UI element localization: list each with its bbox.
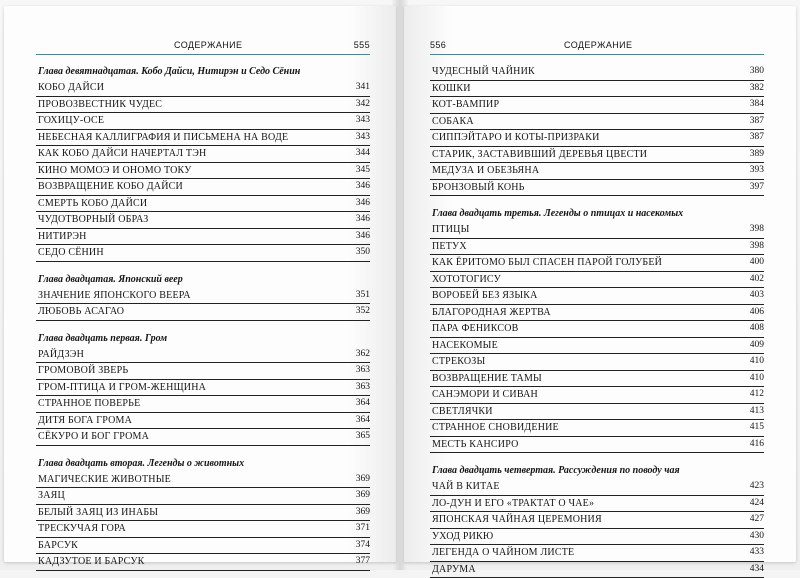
entry-page-number: 387 [750,114,764,129]
entry-title: ГОХИЦУ-ОСЕ [38,113,104,128]
toc-entry [36,429,370,446]
toc-section [36,64,370,262]
entry-title: МАГИЧЕСКИЕ ЖИВОТНЫЕ [38,472,171,487]
entry-title: ЗАЯЦ [38,488,65,503]
header-title: СОДЕРЖАНИЕ [174,40,242,50]
toc-entry [430,272,764,289]
entry-title: БАРСУК [38,538,78,553]
entry-title: СИППЭЙТАРО И КОТЫ-ПРИЗРАКИ [432,130,600,145]
toc-entry [430,479,764,496]
entry-title: ДИТЯ БОГА ГРОМА [38,413,132,428]
entry-page-number: 393 [750,163,764,178]
entry-page-number: 423 [750,479,764,494]
entry-page-number: 397 [750,180,764,195]
entry-title: НИТИРЭН [38,229,87,244]
entry-page-number: 374 [356,538,370,553]
entry-title: КАДЗУТОЕ И БАРСУК [38,554,145,569]
toc-entry [430,354,764,371]
toc-entry [430,130,764,147]
chapter-heading: Глава двадцатая. Японский веер [36,272,370,288]
entry-title: НЕБЕСНАЯ КАЛЛИГРАФИЯ И ПИСЬМЕНА НА ВОДЕ [38,130,288,145]
left-page [4,6,396,562]
toc-entry [430,545,764,562]
toc-entry [36,245,370,262]
entry-page-number: 382 [750,81,764,96]
entry-page-number: 415 [750,420,764,435]
toc-entry [36,521,370,538]
entry-page-number: 364 [356,413,370,428]
entry-page-number: 406 [750,305,764,320]
toc-entry [36,288,370,305]
toc-entry [430,437,764,454]
toc-entry [36,554,370,571]
toc-entry [36,347,370,364]
entry-title: КИНО МОМОЭ И ОНОМО ТОКУ [38,163,192,178]
toc-entry [36,538,370,555]
page-number: 555 [354,40,370,50]
entry-page-number: 342 [356,97,370,112]
entry-title: СТАРИК, ЗАСТАВИВШИЙ ДЕРЕВЬЯ ЦВЕСТИ [432,147,647,162]
entry-page-number: 433 [750,545,764,560]
entry-page-number: 346 [356,212,370,227]
toc-entry [36,80,370,97]
entry-page-number: 363 [356,380,370,395]
entry-page-number: 369 [356,488,370,503]
entry-page-number: 343 [356,113,370,128]
table-of-contents [430,64,764,578]
entry-page-number: 365 [356,429,370,444]
entry-title: УХОД РИКЮ [432,529,493,544]
entry-title: БЕЛЫЙ ЗАЯЦ ИЗ ИНАБЫ [38,505,158,520]
entry-title: ПТИЦЫ [432,222,470,237]
toc-entry [36,113,370,130]
chapter-heading: Глава двадцать первая. Гром [36,331,370,347]
toc-section [36,272,370,321]
toc-entry [36,304,370,321]
toc-entry [36,472,370,489]
entry-page-number: 363 [356,363,370,378]
running-header [430,40,764,54]
toc-entry [430,222,764,239]
toc-entry [430,404,764,421]
toc-entry [430,114,764,131]
toc-entry [430,239,764,256]
entry-page-number: 430 [750,529,764,544]
toc-entry [36,146,370,163]
entry-page-number: 402 [750,272,764,287]
header-rule [36,54,370,55]
entry-title: ПРОВОЗВЕСТНИК ЧУДЕС [38,97,162,112]
entry-title: ЯПОНСКАЯ ЧАЙНАЯ ЦЕРЕМОНИЯ [432,512,602,527]
toc-entry [36,488,370,505]
toc-entry [36,196,370,213]
toc-entry [430,180,764,197]
entry-title: ГРОМ-ПТИЦА И ГРОМ-ЖЕНЩИНА [38,380,206,395]
entry-page-number: 377 [356,554,370,569]
table-of-contents [36,64,370,571]
entry-page-number: 345 [356,163,370,178]
entry-title: ВОЗВРАЩЕНИЕ КОБО ДАЙСИ [38,179,183,194]
entry-page-number: 343 [356,130,370,145]
entry-title: ДАРУМА [432,562,476,577]
toc-entry [36,505,370,522]
toc-entry [430,147,764,164]
toc-entry [36,380,370,397]
entry-page-number: 364 [356,396,370,411]
entry-title: СОБАКА [432,114,474,129]
toc-entry [430,529,764,546]
toc-entry [36,396,370,413]
entry-page-number: 351 [356,288,370,303]
toc-entry [430,338,764,355]
chapter-heading: Глава двадцать четвертая. Рассуждения по поводу чая [430,463,764,479]
entry-page-number: 434 [750,562,764,577]
entry-page-number: 350 [356,245,370,260]
toc-entry [36,212,370,229]
entry-page-number: 408 [750,321,764,336]
entry-page-number: 387 [750,130,764,145]
toc-section [430,463,764,578]
entry-page-number: 362 [356,347,370,362]
toc-entry [430,387,764,404]
entry-title: ЛЕГЕНДА О ЧАЙНОМ ЛИСТЕ [432,545,574,560]
entry-title: БРОНЗОВЫЙ КОНЬ [432,180,525,195]
toc-entry [430,496,764,513]
entry-page-number: 398 [750,239,764,254]
header-title: СОДЕРЖАНИЕ [564,40,632,50]
entry-title: КАК ЁРИТОМО БЫЛ СПАСЕН ПАРОЙ ГОЛУБЕЙ [432,255,662,270]
toc-entry [36,229,370,246]
entry-title: ЗНАЧЕНИЕ ЯПОНСКОГО ВЕЕРА [38,288,191,303]
chapter-heading: Глава двадцать вторая. Легенды о животных [36,456,370,472]
entry-page-number: 369 [356,472,370,487]
entry-page-number: 409 [750,338,764,353]
entry-title: СВЕТЛЯЧКИ [432,404,493,419]
entry-page-number: 389 [750,147,764,162]
toc-entry [430,255,764,272]
running-header [36,40,370,54]
entry-page-number: 369 [356,505,370,520]
toc-section [36,456,370,571]
entry-title: ЛО-ДУН И ЕГО «ТРАКТАТ О ЧАЕ» [432,496,594,511]
entry-page-number: 412 [750,387,764,402]
toc-entry [430,163,764,180]
toc-entry [430,81,764,98]
entry-page-number: 352 [356,304,370,319]
entry-page-number: 416 [750,437,764,452]
entry-page-number: 341 [356,80,370,95]
page-number: 556 [430,40,446,50]
toc-entry [430,64,764,81]
toc-entry [36,179,370,196]
entry-page-number: 427 [750,512,764,527]
entry-page-number: 400 [750,255,764,270]
entry-page-number: 413 [750,404,764,419]
chapter-heading: Глава двадцать третья. Легенды о птицах и насекомых [430,206,764,222]
entry-title: ПЕТУХ [432,239,467,254]
entry-title: МЕСТЬ КАНСИРО [432,437,519,452]
toc-entry [430,97,764,114]
toc-entry [430,321,764,338]
toc-section [430,64,764,196]
entry-title: ЧАЙ В КИТАЕ [432,479,500,494]
entry-page-number: 371 [356,521,370,536]
entry-title: НАСЕКОМЫЕ [432,338,498,353]
toc-entry [36,163,370,180]
entry-title: СТРАННОЕ ПОВЕРЬЕ [38,396,140,411]
toc-entry [430,512,764,529]
toc-section [36,331,370,446]
entry-title: ВОРОБЕЙ БЕЗ ЯЗЫКА [432,288,538,303]
toc-entry [36,413,370,430]
entry-title: САНЭМОРИ И СИВАН [432,387,538,402]
entry-title: КОБО ДАЙСИ [38,80,104,95]
entry-title: СЁКУРО И БОГ ГРОМА [38,429,149,444]
entry-title: ХОТОТОГИСУ [432,272,501,287]
entry-title: ТРЕСКУЧАЯ ГОРА [38,521,126,536]
entry-title: КОШКИ [432,81,471,96]
entry-page-number: 344 [356,146,370,161]
entry-page-number: 410 [750,354,764,369]
entry-title: ЧУДЕСНЫЙ ЧАЙНИК [432,64,535,79]
entry-title: ЧУДОТВОРНЫЙ ОБРАЗ [38,212,148,227]
toc-entry [430,371,764,388]
entry-title: КОТ-ВАМПИР [432,97,499,112]
entry-title: ГРОМОВОЙ ЗВЕРЬ [38,363,128,378]
entry-title: ПАРА ФЕНИКСОВ [432,321,518,336]
entry-title: СМЕРТЬ КОБО ДАЙСИ [38,196,147,211]
entry-page-number: 424 [750,496,764,511]
entry-page-number: 346 [356,179,370,194]
toc-entry [36,97,370,114]
header-rule [430,54,764,55]
entry-title: СТРАННОЕ СНОВИДЕНИЕ [432,420,559,435]
entry-title: КАК КОБО ДАЙСИ НАЧЕРТАЛ ТЭН [38,146,206,161]
toc-entry [36,363,370,380]
entry-title: СТРЕКОЗЫ [432,354,485,369]
toc-entry [430,420,764,437]
toc-entry [36,130,370,147]
entry-page-number: 380 [750,64,764,79]
right-page [404,6,796,562]
entry-page-number: 384 [750,97,764,112]
entry-page-number: 398 [750,222,764,237]
toc-section [430,206,764,453]
toc-entry [430,305,764,322]
entry-title: ВОЗВРАЩЕНИЕ ТАМЫ [432,371,542,386]
chapter-heading: Глава девятнадцатая. Кобо Дайси, Нитирэн и Седо Сёнин [36,64,370,80]
entry-title: ЛЮБОВЬ АСАГАО [38,304,124,319]
entry-title: РАЙДЗЭН [38,347,84,362]
entry-page-number: 403 [750,288,764,303]
entry-page-number: 410 [750,371,764,386]
entry-page-number: 346 [356,229,370,244]
entry-title: СЕДО СЁНИН [38,245,104,260]
entry-title: БЛАГОРОДНАЯ ЖЕРТВА [432,305,551,320]
toc-entry [430,288,764,305]
entry-page-number: 346 [356,196,370,211]
entry-title: МЕДУЗА И ОБЕЗЬЯНА [432,163,539,178]
